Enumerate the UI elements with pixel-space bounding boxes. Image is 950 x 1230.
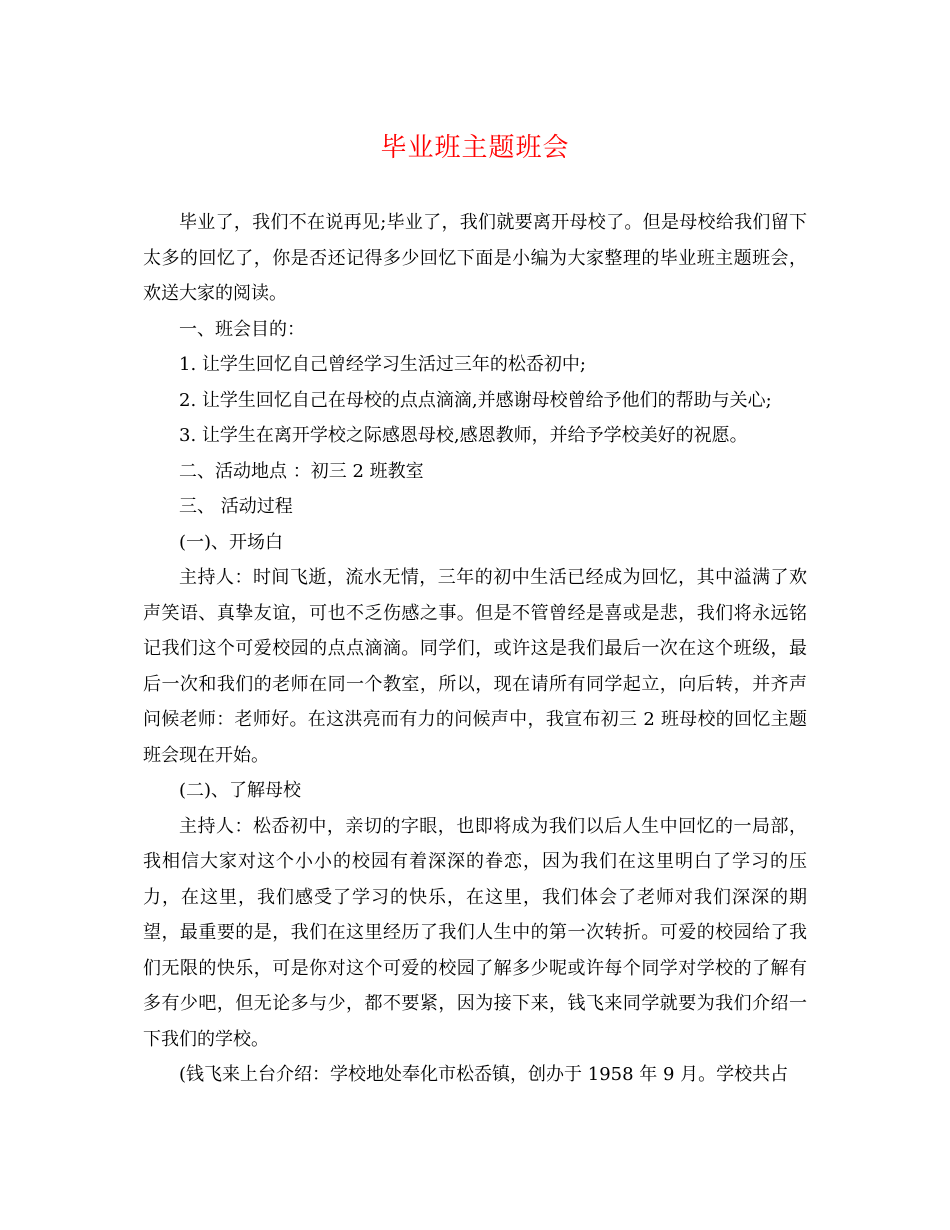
host-opening-paragraph: 主持人：时间飞逝，流水无情，三年的初中生活已经成为回忆，其中溢满了欢声笑语、真挚友谊，可也不乏伤感之事。但是不管曾经是喜或是悲，我们将永远铭记我们这个可爱校园的点点滴滴。同学们，或许这是我们最后一次在这个班级，最后一次和我们的老师在同一个教室，所以，现在请所有同学起立，向后转，并齐声问候老师：老师好。在这洪亮而有力的问候声中，我宣布初三 2 班母校的回忆主题班会现在开始。 — [143, 567, 807, 766]
section-heading-purpose: 一、班会目的： — [179, 318, 305, 340]
document-title: 毕业班主题班会 — [380, 133, 570, 163]
subsection-heading-opening: (一)、开场白 — [179, 531, 284, 553]
host-school-paragraph: 主持人：松岙初中，亲切的字眼，也即将成为我们以后人生中回忆的一局部，我相信大家对这个小小的校园有着深深的眷恋，因为我们在这里明白了学习的压力，在这里，我们感受了学习的快乐，在这里，我们体会了老师对我们深深的期望，最重要的是，我们在这里经历了我们人生中的第一次转折。可爱的校园给了我们无限的快乐，可是你对这个可爱的校园了解多少呢或许每个同学对学校的了解有多有少吧，但无论多与少，都不要紧，因为接下来，钱飞来同学就要为我们介绍一下我们的学校。 — [143, 815, 807, 1050]
school-intro-paragraph: (钱飞来上台介绍：学校地处奉化市松岙镇，创办于 1958 年 9 月。学校共占 — [179, 1064, 789, 1085]
list-item-purpose-2: 2. 让学生回忆自己在母校的点点滴滴,并感谢母校曾给予他们的帮助与关心; — [179, 389, 772, 411]
subsection-heading-school: (二)、了解母校 — [179, 780, 302, 801]
document-body — [143, 205, 807, 1093]
section-heading-location: 二、活动地点 ：初三 2 班教室 — [179, 460, 424, 482]
list-item-purpose-1: 1. 让学生回忆自己曾经学习生活过三年的松岙初中; — [179, 354, 586, 375]
intro-paragraph: 毕业了，我们不在说再见;毕业了，我们就要离开母校了。但是母校给我们留下太多的回忆了，你是否还记得多少回忆下面是小编为大家整理的毕业班主题班会，欢送大家的阅读。 — [143, 212, 807, 304]
list-item-purpose-3: 3. 让学生在离开学校之际感恩母校,感恩教师，并给予学校美好的祝愿。 — [179, 425, 748, 446]
section-heading-process: 三、 活动过程 — [179, 496, 293, 517]
